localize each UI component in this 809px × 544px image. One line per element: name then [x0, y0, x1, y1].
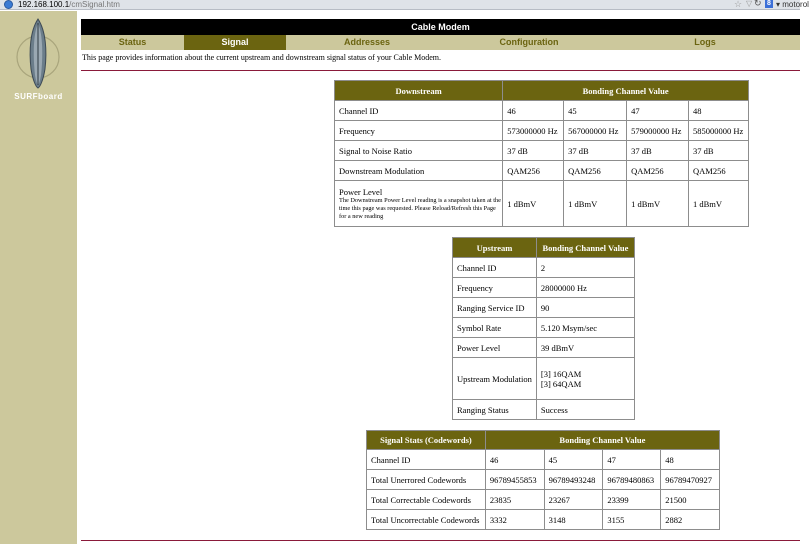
- search-box[interactable]: ▾ motorol: [776, 0, 809, 9]
- cell-value: 3148: [544, 510, 603, 530]
- table-row: [335, 121, 749, 141]
- tab-signal[interactable]: Signal: [184, 35, 286, 50]
- table-header-row: [367, 431, 720, 450]
- search-box-text: motorol: [782, 0, 809, 9]
- table-row: [335, 141, 749, 161]
- tab-logs[interactable]: Logs: [694, 37, 716, 47]
- row-label: Upstream Modulation: [453, 358, 537, 400]
- row-label: Symbol Rate: [453, 318, 537, 338]
- cell-value: 37 dB: [503, 141, 564, 161]
- table-row: [367, 470, 720, 490]
- row-label-text: Power Level: [339, 186, 383, 197]
- row-label: Channel ID: [367, 450, 486, 470]
- search-engine-icon[interactable]: 8: [765, 0, 773, 8]
- cell-value: 96789480863: [603, 470, 661, 490]
- table-row: [335, 101, 749, 121]
- row-label: [335, 181, 503, 227]
- address-bar[interactable]: [18, 0, 120, 9]
- cell-value: 23399: [603, 490, 661, 510]
- table-row: [453, 318, 635, 338]
- reload-icon[interactable]: ↻: [754, 0, 762, 8]
- cell-value: 1 dBmV: [689, 181, 749, 227]
- browser-toolbar: [0, 0, 809, 10]
- signal-stats-table: [366, 430, 720, 530]
- sidebar: [0, 11, 77, 544]
- cell-value: 47: [603, 450, 661, 470]
- nav-tabs: [81, 35, 800, 50]
- cell-value: 48: [689, 101, 749, 121]
- row-label: Signal to Noise Ratio: [335, 141, 503, 161]
- cell-value: 1 dBmV: [564, 181, 627, 227]
- bookmark-star-icon[interactable]: ☆: [734, 0, 743, 9]
- table-row: [367, 490, 720, 510]
- cell-value: 567000000 Hz: [564, 121, 627, 141]
- cell-value: 23835: [485, 490, 544, 510]
- page-title: Cable Modem: [81, 19, 800, 35]
- url-path: /cmSignal.htm: [69, 0, 120, 9]
- intro-text: This page provides information about the current upstream and downstream signal status of your Cable Modem.: [82, 53, 442, 62]
- table-row: [453, 298, 635, 318]
- url-host: 192.168.100.1: [18, 0, 70, 9]
- cell-value: 5.120 Msym/sec: [536, 318, 634, 338]
- brand-label: SURFboard: [14, 92, 63, 101]
- table-header-row: [453, 238, 635, 258]
- cell-value: 46: [485, 450, 544, 470]
- cell-value: 28000000 Hz: [536, 278, 634, 298]
- row-label: Ranging Status: [453, 400, 537, 420]
- divider: [81, 70, 800, 71]
- cell-value: QAM256: [689, 161, 749, 181]
- row-label: Total Uncorrectable Codewords: [367, 510, 486, 530]
- column-header: Bonding Channel Value: [536, 238, 634, 258]
- modulation-line: [3] 64QAM: [540, 378, 582, 389]
- table-row: [453, 358, 635, 400]
- row-label: Total Correctable Codewords: [367, 490, 486, 510]
- table-row: [335, 161, 749, 181]
- cell-value: 90: [536, 298, 634, 318]
- table-row: [367, 450, 720, 470]
- cell-value: 45: [544, 450, 603, 470]
- cell-value: [536, 358, 634, 400]
- cell-value: 37 dB: [564, 141, 627, 161]
- column-header: Signal Stats (Codewords): [367, 431, 486, 450]
- dropdown-arrow-icon[interactable]: ▽: [746, 0, 753, 8]
- surfboard-logo-icon: [15, 17, 61, 89]
- cell-value: Success: [536, 400, 634, 420]
- cell-value: 47: [627, 101, 689, 121]
- cell-value: 96789455853: [485, 470, 544, 490]
- row-label: Downstream Modulation: [335, 161, 503, 181]
- table-row: [453, 258, 635, 278]
- row-label: Ranging Service ID: [453, 298, 537, 318]
- cell-value: 96789493248: [544, 470, 603, 490]
- row-label: Channel ID: [453, 258, 537, 278]
- column-header: Bonding Channel Value: [503, 81, 749, 101]
- table-row: [453, 278, 635, 298]
- upstream-table: [452, 237, 635, 420]
- cell-value: QAM256: [627, 161, 689, 181]
- tab-status[interactable]: Status: [118, 37, 147, 47]
- cell-value: 585000000 Hz: [689, 121, 749, 141]
- divider: [81, 540, 800, 541]
- row-label: Frequency: [335, 121, 503, 141]
- downstream-table: [334, 80, 749, 227]
- row-label: Power Level: [453, 338, 537, 358]
- cell-value: 2: [536, 258, 634, 278]
- cell-value: 1 dBmV: [627, 181, 689, 227]
- cell-value: 1 dBmV: [503, 181, 564, 227]
- cell-value: 23267: [544, 490, 603, 510]
- column-header: Bonding Channel Value: [485, 431, 719, 450]
- cell-value: QAM256: [564, 161, 627, 181]
- cell-value: 46: [503, 101, 564, 121]
- row-label: Channel ID: [335, 101, 503, 121]
- cell-value: 45: [564, 101, 627, 121]
- column-header: Upstream: [453, 238, 537, 258]
- cell-value: 96789470927: [661, 470, 720, 490]
- cell-value: QAM256: [503, 161, 564, 181]
- cell-value: 3332: [485, 510, 544, 530]
- table-row: [453, 338, 635, 358]
- cell-value: 573000000 Hz: [503, 121, 564, 141]
- power-level-note: The Downstream Power Level reading is a snapshot taken at the time this page was requested. Please Reload/Refresh this Page for a new reading: [339, 196, 501, 220]
- cell-value: 37 dB: [627, 141, 689, 161]
- cell-value: 3155: [603, 510, 661, 530]
- cell-value: 2882: [661, 510, 720, 530]
- globe-icon: [4, 0, 13, 9]
- column-header: Downstream: [335, 81, 503, 101]
- table-row: [453, 400, 635, 420]
- row-label: Total Unerrored Codewords: [367, 470, 486, 490]
- modulation-line: [3] 16QAM: [540, 368, 582, 379]
- table-header-row: [335, 81, 749, 101]
- cell-value: 48: [661, 450, 720, 470]
- table-row: [335, 181, 749, 227]
- cell-value: 21500: [661, 490, 720, 510]
- row-label: Frequency: [453, 278, 537, 298]
- tab-configuration[interactable]: Configuration: [499, 37, 559, 47]
- cell-value: 579000000 Hz: [627, 121, 689, 141]
- cell-value: 37 dB: [689, 141, 749, 161]
- tab-addresses[interactable]: Addresses: [343, 37, 391, 47]
- cell-value: 39 dBmV: [536, 338, 634, 358]
- table-row: [367, 510, 720, 530]
